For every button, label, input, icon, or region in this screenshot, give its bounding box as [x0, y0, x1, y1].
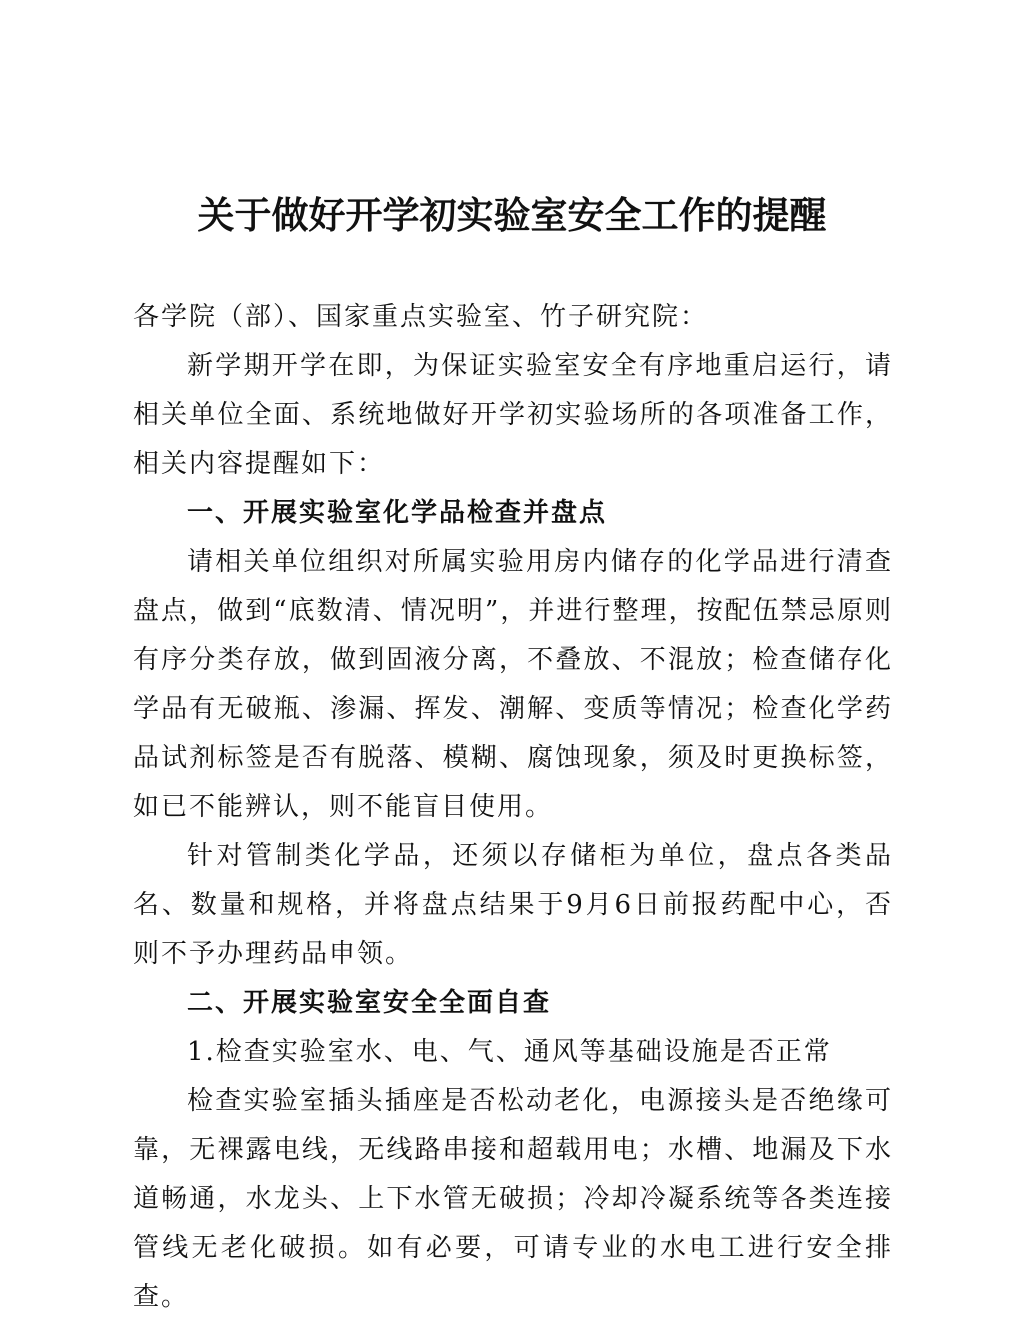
section-1-paragraph-1: 请相关单位组织对所属实验用房内储存的化学品进行清查盘点，做到“底数清、情况明”，并进行整理，按配伍禁忌原则有序分类存放，做到固液分离，不叠放、不混放；检查储存化学品有无破瓶、渗漏、挥发、潮解、变质等情况；检查化学药品试剂标签是否有脱落、模糊、腐蚀现象，须及时更换标签，如已不能辨认，则不能盲目使用。 — [133, 547, 893, 822]
document-body — [133, 293, 893, 1322]
section-2-heading: 二、开展实验室安全全面自查 — [187, 988, 552, 1018]
section-2-paragraph-1: 检查实验室插头插座是否松动老化，电源接头是否绝缘可靠，无裸露电线，无线路串接和超载用电；水槽、地漏及下水道畅通，水龙头、上下水管无破损；冷却冷凝系统等各类连接管线无老化破损。如有必要，可请专业的水电工进行安全排查。 — [133, 1086, 893, 1312]
document-title: 关于做好开学初实验室安全工作的提醒 — [197, 194, 827, 237]
salutation: 各学院（部）、国家重点实验室、竹子研究院： — [133, 302, 709, 332]
intro-paragraph: 新学期开学在即，为保证实验室安全有序地重启运行，请相关单位全面、系统地做好开学初实验场所的各项准备工作，相关内容提醒如下： — [133, 351, 893, 479]
section-1-heading: 一、开展实验室化学品检查并盘点 — [187, 498, 608, 528]
section-2-item-1: 1.检查实验室水、电、气、通风等基础设施是否正常 — [187, 1037, 832, 1067]
section-1-paragraph-2: 针对管制类化学品，还须以存储柜为单位，盘点各类品名、数量和规格，并将盘点结果于9月6日前报药配中心，否则不予办理药品申领。 — [133, 841, 893, 969]
